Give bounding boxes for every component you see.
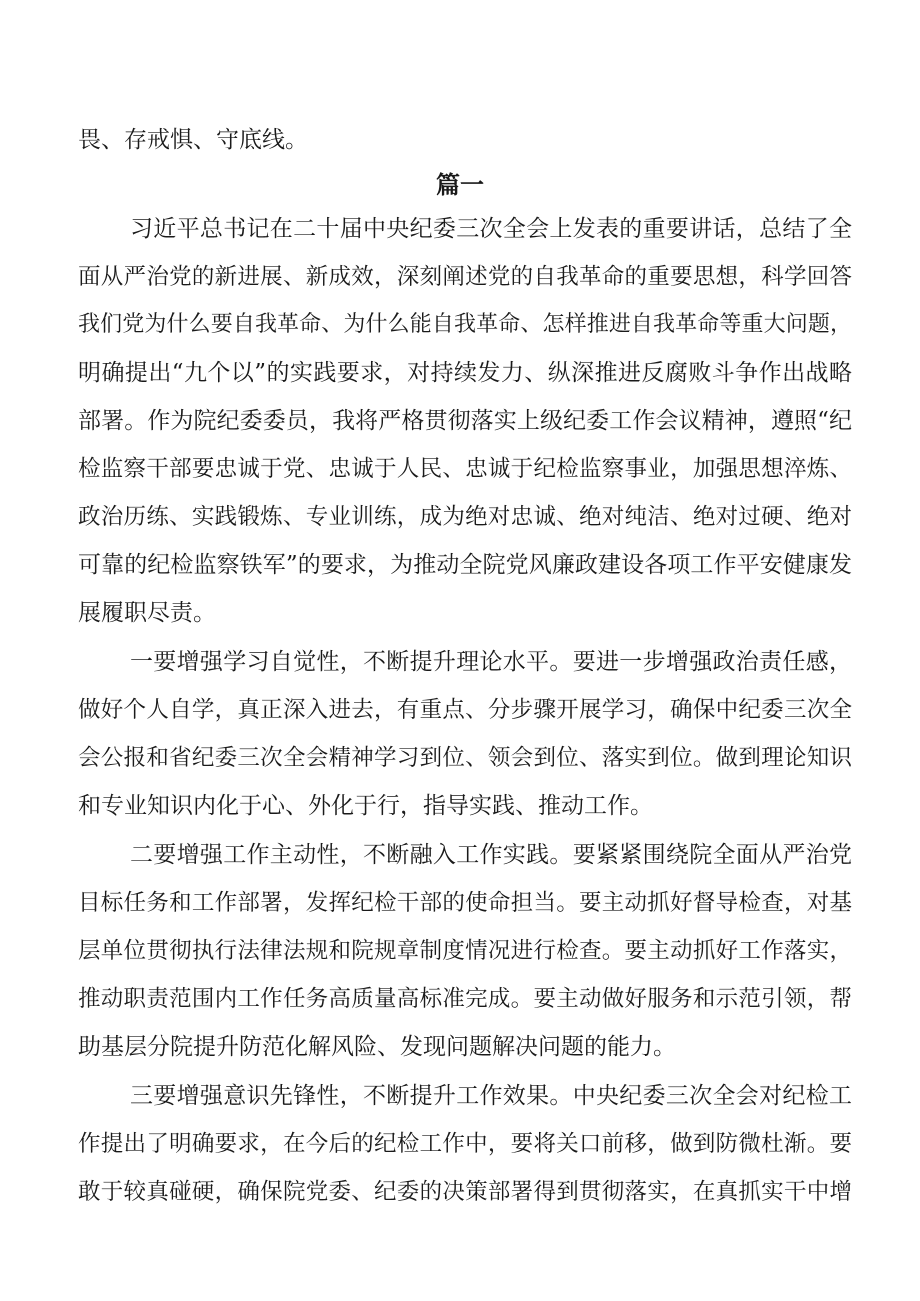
- text-line: 政治历练、实践锻炼、专业训练，成为绝对忠诚、绝对纯洁、绝对过硬、绝对: [78, 504, 852, 530]
- section-heading: 篇一: [436, 171, 484, 199]
- text-line: 一要增强学习自觉性，不断提升理论水平。要进一步增强政治责任感，: [130, 649, 852, 675]
- text-line: 目标任务和工作部署，发挥纪检干部的使命担当。要主动抓好督导检查，对基: [78, 890, 852, 916]
- text-line: 展履职尽责。: [78, 600, 216, 626]
- text-line: 面从严治党的新进展、新成效，深刻阐述党的自我革命的重要思想，科学回答: [78, 264, 852, 290]
- text-line: 做好个人自学，真正深入进去，有重点、分步骤开展学习，确保中纪委三次全: [78, 697, 852, 723]
- text-line: 明确提出“九个以”的实践要求，对持续发力、纵深推进反腐败斗争作出战略: [78, 360, 852, 386]
- text-line: 检监察干部要忠诚于党、忠诚于人民、忠诚于纪检监察事业，加强思想淬炼、: [78, 456, 852, 482]
- text-line: 部署。作为院纪委委员，我将严格贯彻落实上级纪委工作会议精神，遵照“纪: [78, 408, 852, 434]
- text-line: 助基层分院提升防范化解风险、发现问题解决问题的能力。: [78, 1034, 676, 1060]
- text-line: 习近平总书记在二十届中央纪委三次全会上发表的重要讲话，总结了全: [130, 216, 852, 242]
- text-line: 层单位贯彻执行法律法规和院规章制度情况进行检查。要主动抓好工作落实，: [78, 938, 852, 964]
- text-line: 可靠的纪检监察铁军”的要求，为推动全院党风廉政建设各项工作平安健康发: [78, 552, 852, 578]
- text-line: 作提出了明确要求，在今后的纪检工作中，要将关口前移，做到防微杜渐。要: [78, 1131, 852, 1157]
- text-line: 三要增强意识先锋性，不断提升工作效果。中央纪委三次全会对纪检工: [130, 1083, 852, 1109]
- text-line: 会公报和省纪委三次全会精神学习到位、领会到位、落实到位。做到理论知识: [78, 745, 852, 771]
- text-line: 敢于较真碰硬，确保院党委、纪委的决策部署得到贯彻落实，在真抓实干中增: [78, 1179, 852, 1205]
- text-line: 推动职责范围内工作任务高质量高标准完成。要主动做好服务和示范引领，帮: [78, 986, 852, 1012]
- text-line: 我们党为什么要自我革命、为什么能自我革命、怎样推进自我革命等重大问题，: [78, 312, 852, 337]
- text-line: 畏、存戒惧、守底线。: [78, 127, 308, 153]
- text-line: 和专业知识内化于心、外化于行，指导实践、推动工作。: [78, 793, 653, 819]
- text-line: 二要增强工作主动性，不断融入工作实践。要紧紧围绕院全面从严治党: [130, 842, 852, 868]
